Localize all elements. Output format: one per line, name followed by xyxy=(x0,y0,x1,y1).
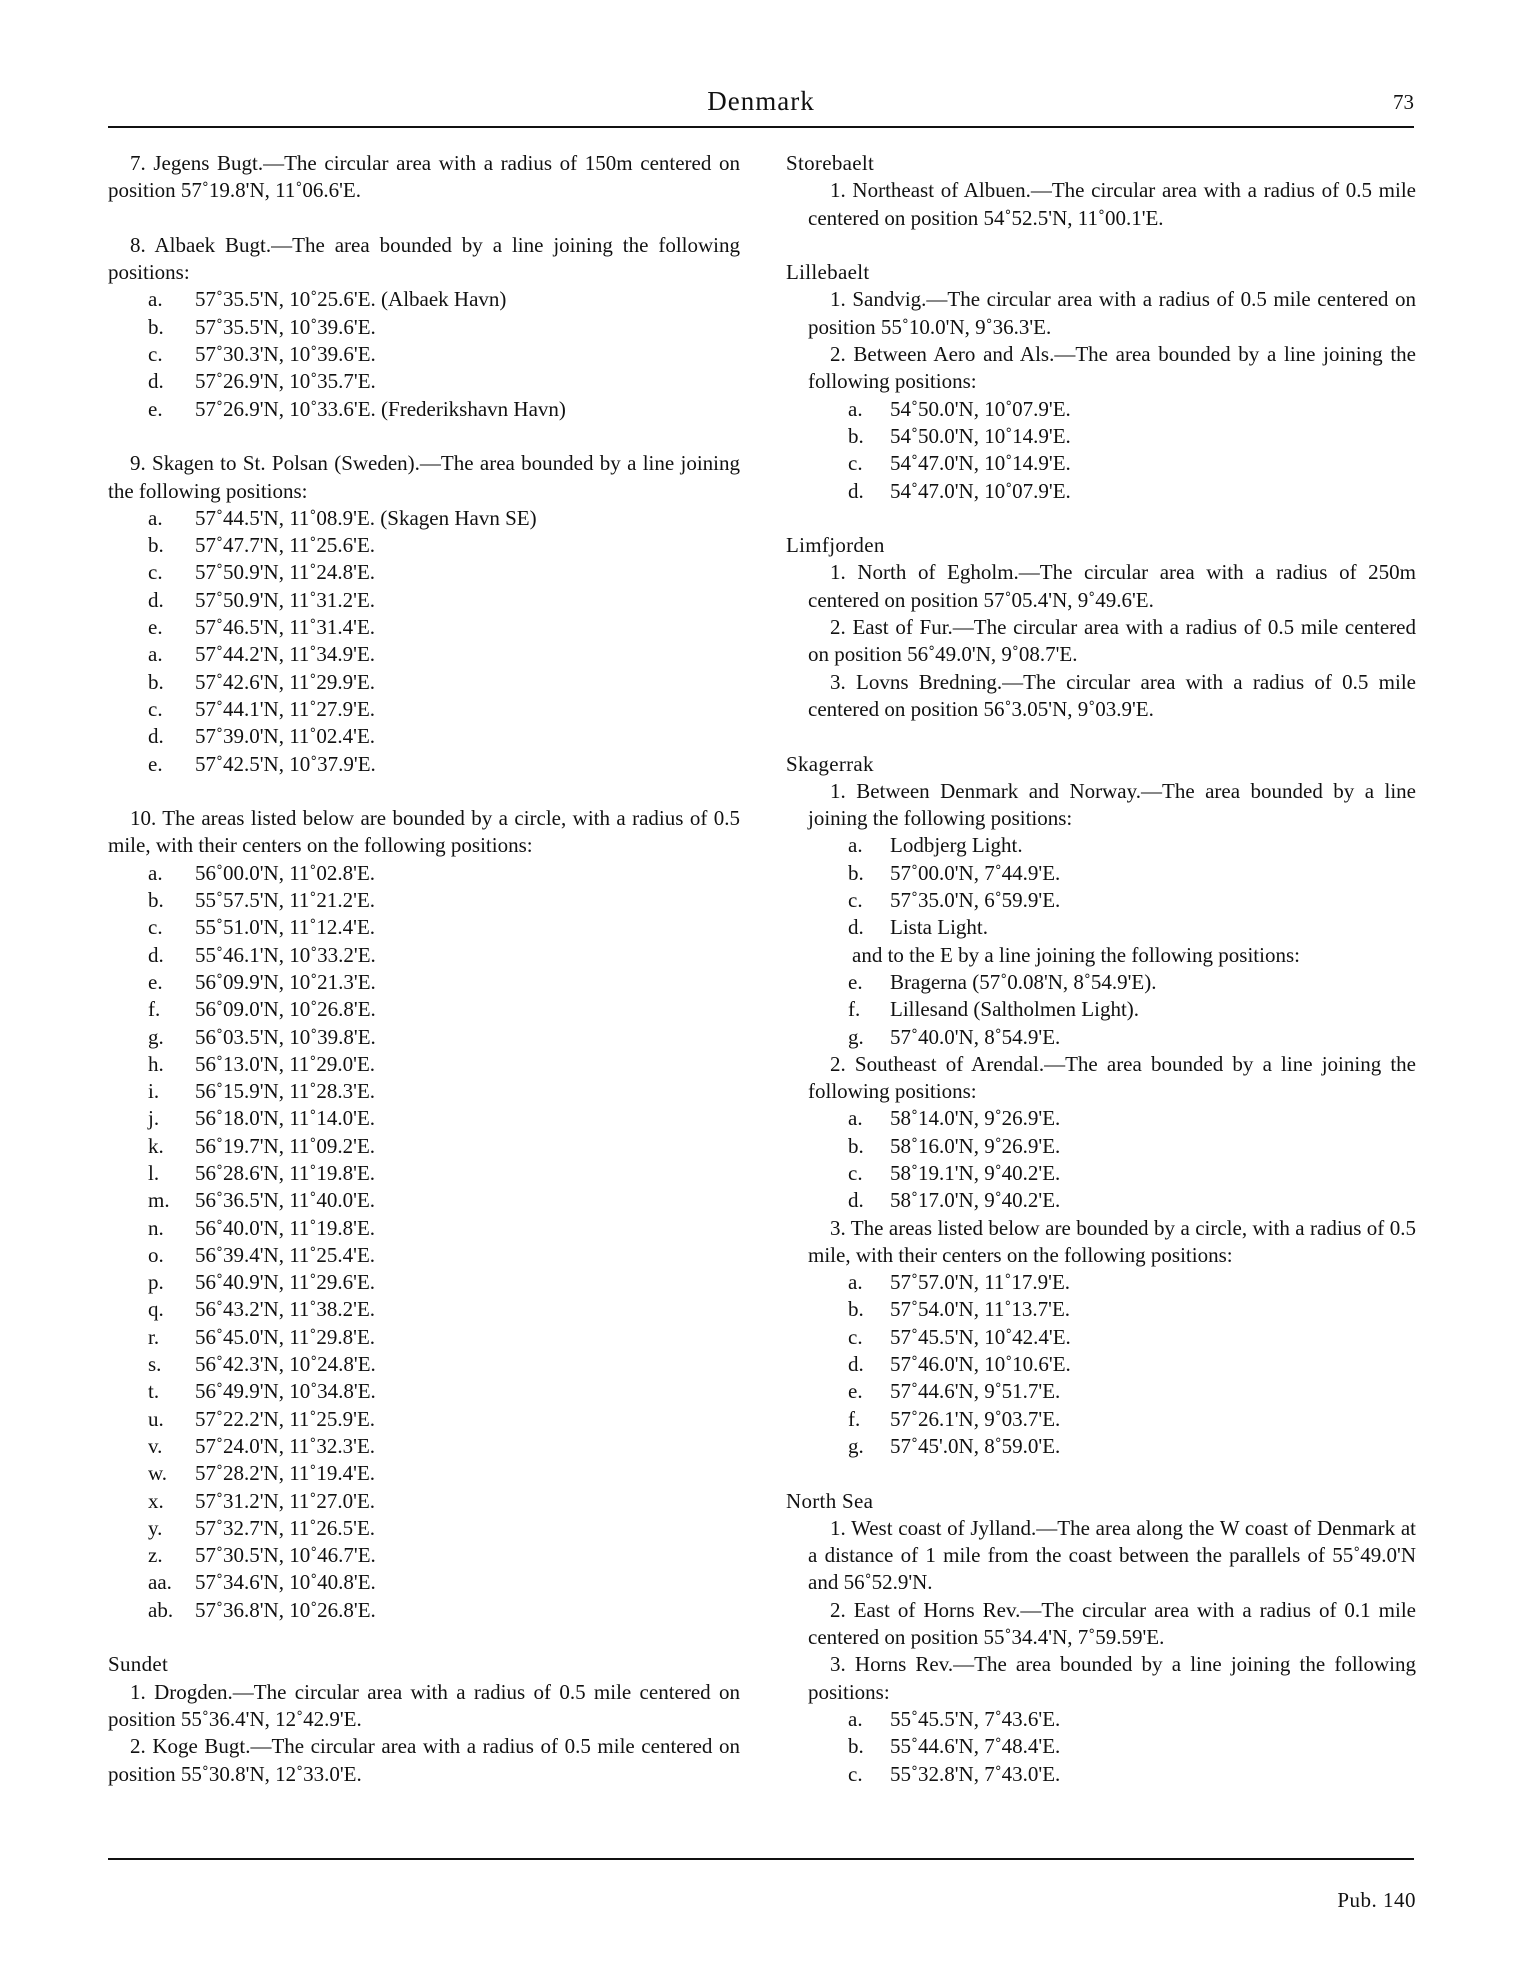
list-item-label: aa. xyxy=(148,1570,172,1595)
list-item xyxy=(108,1105,740,1132)
list-item xyxy=(108,1324,740,1351)
list-item xyxy=(108,286,740,313)
list-item-label: a. xyxy=(148,505,163,530)
list-item xyxy=(786,478,1416,505)
list-item-value: 56˚40.0'N, 11˚19.8'E. xyxy=(195,1215,376,1240)
list-item-label: f. xyxy=(148,997,161,1022)
list-item xyxy=(786,996,1416,1023)
list-item xyxy=(108,341,740,368)
list-item-value: 55˚32.8'N, 7˚43.0'E. xyxy=(890,1761,1061,1786)
list-item-value: 56˚19.7'N, 11˚09.2'E. xyxy=(195,1133,376,1158)
list-item xyxy=(786,969,1416,996)
paragraph-item-8: 8. Albaek Bugt.—The area bounded by a line joining the following positions: xyxy=(108,232,740,285)
note-skagerrak-east: and to the E by a line joining the following positions: xyxy=(852,942,1300,967)
list-item-value: 57˚36.8'N, 10˚26.8'E. xyxy=(195,1597,376,1622)
list-item xyxy=(108,505,740,532)
right-column xyxy=(786,150,1416,1788)
list-item-value: 57˚50.9'N, 11˚31.2'E. xyxy=(195,587,376,612)
list-item-value: 57˚50.9'N, 11˚24.8'E. xyxy=(195,560,376,585)
list-item-value: 57˚24.0'N, 11˚32.3'E. xyxy=(195,1433,376,1458)
list-item-value: 57˚35.0'N, 6˚59.9'E. xyxy=(890,888,1061,913)
list-item xyxy=(108,1488,740,1515)
list-item-value: 54˚50.0'N, 10˚14.9'E. xyxy=(890,423,1071,448)
list-item-label: g. xyxy=(148,1024,164,1049)
list-item xyxy=(786,1160,1416,1187)
list-item-label: e. xyxy=(148,969,163,994)
list-item-value: 57˚44.2'N, 11˚34.9'E. xyxy=(195,642,376,667)
list-item-value: 55˚44.6'N, 7˚48.4'E. xyxy=(890,1734,1061,1759)
paragraph-sundet-2: 2. Koge Bugt.—The circular area with a radius of 0.5 mile centered on position 55˚30.8'N, 12˚33.0'E. xyxy=(108,1734,740,1786)
list-item-value: Bragerna (57˚0.08'N, 8˚54.9'E). xyxy=(890,969,1157,994)
list-item xyxy=(108,1351,740,1378)
list-item-value: 57˚45.5'N, 10˚42.4'E. xyxy=(890,1324,1071,1349)
list-item-value: 57˚39.0'N, 11˚02.4'E. xyxy=(195,724,376,749)
section-heading-north-sea: North Sea xyxy=(786,1488,874,1513)
list-item-value: 57˚26.9'N, 10˚35.7'E. xyxy=(195,369,376,394)
list-item-label: c. xyxy=(848,1761,863,1786)
list-item xyxy=(108,587,740,614)
list-item xyxy=(786,1296,1416,1323)
section-heading-lillebaelt: Lillebaelt xyxy=(786,260,870,285)
paragraph-north-sea-2: 2. East of Horns Rev.—The circular area with a radius of 0.1 mile centered on position 55˚34.4'N, 7˚59.59'E. xyxy=(808,1597,1416,1650)
list-item xyxy=(108,559,740,586)
paragraph-limfjorden-1: 1. North of Egholm.—The circular area with a radius of 250m centered on position 57˚05.4'N, 9˚49.6'E. xyxy=(808,560,1416,612)
list-item xyxy=(108,1406,740,1433)
paragraph-item-10: 10. The areas listed below are bounded by a circle, with a radius of 0.5 mile, with their centers on the following positions: xyxy=(108,806,740,858)
list-item-value: 55˚46.1'N, 10˚33.2'E. xyxy=(195,942,376,967)
list-item xyxy=(108,1597,740,1624)
paragraph-item-9: 9. Skagen to St. Polsan (Sweden).—The area bounded by a line joining the following positions: xyxy=(108,451,740,503)
page-number: 73 xyxy=(1393,90,1414,114)
list-item-value: 56˚45.0'N, 11˚29.8'E. xyxy=(195,1324,376,1349)
list-item-value: 56˚36.5'N, 11˚40.0'E. xyxy=(195,1188,376,1213)
list-item-value: 55˚57.5'N, 11˚21.2'E. xyxy=(195,888,376,913)
list-item-value: 54˚50.0'N, 10˚07.9'E. xyxy=(890,396,1071,421)
list-item-value: 56˚00.0'N, 11˚02.8'E. xyxy=(195,860,376,885)
list-item xyxy=(108,314,740,341)
list-item-label: r. xyxy=(148,1324,160,1349)
list-item-label: b. xyxy=(148,314,164,339)
list-item-label: l. xyxy=(148,1160,160,1185)
list-item-label: a. xyxy=(848,396,863,421)
list-item xyxy=(786,1761,1416,1788)
list-item xyxy=(108,1433,740,1460)
list-item-value: 58˚17.0'N, 9˚40.2'E. xyxy=(890,1188,1061,1213)
list-item xyxy=(786,1024,1416,1051)
list-item-label: i. xyxy=(148,1079,160,1104)
list-item xyxy=(786,450,1416,477)
list-item-label: k. xyxy=(148,1133,164,1158)
list-item-label: c. xyxy=(848,451,863,476)
paragraph-north-sea-1: 1. West coast of Jylland.—The area along the W coast of Denmark at a distance of 1 mile from the coast between the parallels of 55˚49.0'N and 56˚52.9'N. xyxy=(808,1515,1416,1595)
list-item-value: 57˚35.5'N, 10˚25.6'E. (Albaek Havn) xyxy=(195,287,507,312)
position-list-item-10 xyxy=(108,860,740,1624)
list-item-label: x. xyxy=(148,1488,164,1513)
list-item-label: d. xyxy=(848,915,864,940)
list-item xyxy=(108,751,740,778)
paragraph-skagerrak-1: 1. Between Denmark and Norway.—The area bounded by a line joining the following positions: xyxy=(808,778,1416,831)
list-item-value: 57˚26.1'N, 9˚03.7'E. xyxy=(890,1406,1061,1431)
list-item xyxy=(108,1542,740,1569)
position-list-item-8 xyxy=(108,286,740,422)
list-item-value: 57˚42.6'N, 11˚29.9'E. xyxy=(195,669,376,694)
list-item xyxy=(786,1733,1416,1760)
paragraph-limfjorden-3: 3. Lovns Bredning.—The circular area with a radius of 0.5 mile centered on position 56˚3.05'N, 9˚03.9'E. xyxy=(808,669,1416,721)
list-item-label: t. xyxy=(148,1379,160,1404)
list-item-label: b. xyxy=(148,888,164,913)
list-item xyxy=(786,1378,1416,1405)
list-item-label: d. xyxy=(848,1188,864,1213)
list-item-label: d. xyxy=(148,587,164,612)
list-item-value: 57˚30.5'N, 10˚46.7'E. xyxy=(195,1543,376,1568)
list-item-value: 56˚39.4'N, 11˚25.4'E. xyxy=(195,1242,376,1267)
list-item xyxy=(108,1242,740,1269)
list-item-value: 57˚34.6'N, 10˚40.8'E. xyxy=(195,1570,376,1595)
list-item xyxy=(108,1051,740,1078)
section-heading-skagerrak: Skagerrak xyxy=(786,751,874,776)
list-item-label: ab. xyxy=(148,1597,174,1622)
list-item-label: f. xyxy=(848,997,861,1022)
list-item xyxy=(108,1078,740,1105)
list-item-label: m. xyxy=(148,1188,170,1213)
list-item-label: n. xyxy=(148,1215,164,1240)
list-item xyxy=(108,1160,740,1187)
paragraph-item-7: 7. Jegens Bugt.—The circular area with a radius of 150m centered on position 57˚19.8'N, 11˚06.6'E. xyxy=(108,151,740,203)
position-list-skagerrak-1 xyxy=(786,832,1416,941)
list-item xyxy=(108,1187,740,1214)
list-item-label: e. xyxy=(848,969,863,994)
list-item-value: Lista Light. xyxy=(890,915,988,940)
left-column xyxy=(108,150,740,1788)
list-item-label: y. xyxy=(148,1515,163,1540)
position-list-skagerrak-1b xyxy=(786,969,1416,1051)
paragraph-skagerrak-2: 2. Southeast of Arendal.—The area bounded by a line joining the following positions: xyxy=(808,1051,1416,1104)
list-item-value: 57˚44.1'N, 11˚27.9'E. xyxy=(195,696,376,721)
list-item-label: d. xyxy=(848,478,864,503)
paragraph-north-sea-3: 3. Horns Rev.—The area bounded by a line joining the following positions: xyxy=(808,1652,1416,1704)
list-item xyxy=(786,1706,1416,1733)
list-item-label: a. xyxy=(148,642,163,667)
list-item xyxy=(108,1296,740,1323)
list-item-label: a. xyxy=(148,287,163,312)
list-item xyxy=(108,887,740,914)
list-item xyxy=(108,368,740,395)
list-item-value: 57˚26.9'N, 10˚33.6'E. (Frederikshavn Havn) xyxy=(195,396,566,421)
list-item-label: a. xyxy=(848,1270,863,1295)
paragraph-lillebaelt-2: 2. Between Aero and Als.—The area bounded by a line joining the following positions: xyxy=(808,342,1416,394)
list-item-value: 58˚19.1'N, 9˚40.2'E. xyxy=(890,1160,1061,1185)
list-item-value: 56˚18.0'N, 11˚14.0'E. xyxy=(195,1106,376,1131)
page-header xyxy=(108,86,1414,128)
list-item xyxy=(108,1133,740,1160)
position-list-item-9 xyxy=(108,505,740,778)
list-item-value: 57˚42.5'N, 10˚37.9'E. xyxy=(195,751,376,776)
list-item xyxy=(108,1215,740,1242)
paragraph-storebaelt-1: 1. Northeast of Albuen.—The circular area with a radius of 0.5 mile centered on position 54˚52.5'N, 11˚00.1'E. xyxy=(808,178,1416,230)
list-item-label: b. xyxy=(848,1133,864,1158)
list-item xyxy=(108,641,740,668)
list-item-value: 57˚46.5'N, 11˚31.4'E. xyxy=(195,615,376,640)
list-item-value: Lodbjerg Light. xyxy=(890,833,1023,858)
list-item-value: 57˚47.7'N, 11˚25.6'E. xyxy=(195,533,376,558)
list-item-label: d. xyxy=(148,369,164,394)
list-item xyxy=(786,1187,1416,1214)
position-list-skagerrak-3 xyxy=(786,1269,1416,1460)
position-list-north-sea xyxy=(786,1706,1416,1788)
list-item-label: b. xyxy=(848,1734,864,1759)
list-item-label: b. xyxy=(848,1297,864,1322)
list-item xyxy=(108,1515,740,1542)
list-item-value: 57˚54.0'N, 11˚13.7'E. xyxy=(890,1297,1071,1322)
list-item-value: 57˚00.0'N, 7˚44.9'E. xyxy=(890,860,1061,885)
page-title: Denmark xyxy=(707,86,815,116)
publication-number: Pub. 140 xyxy=(1337,1888,1416,1912)
list-item-value: 55˚51.0'N, 11˚12.4'E. xyxy=(195,915,376,940)
list-item-label: e. xyxy=(148,615,163,640)
section-heading-storebaelt: Storebaelt xyxy=(786,151,875,175)
list-item-value: 57˚30.3'N, 10˚39.6'E. xyxy=(195,342,376,367)
list-item-label: c. xyxy=(848,888,863,913)
list-item-value: 58˚14.0'N, 9˚26.9'E. xyxy=(890,1106,1061,1131)
list-item-label: b. xyxy=(148,669,164,694)
list-item-label: a. xyxy=(848,1106,863,1131)
list-item-value: 56˚03.5'N, 10˚39.8'E. xyxy=(195,1024,376,1049)
list-item-label: w. xyxy=(148,1461,168,1486)
list-item xyxy=(108,696,740,723)
list-item-label: h. xyxy=(148,1051,164,1076)
list-item-label: c. xyxy=(148,560,163,585)
list-item-label: f. xyxy=(848,1406,861,1431)
list-item-value: 57˚44.5'N, 11˚08.9'E. (Skagen Havn SE) xyxy=(195,505,537,530)
list-item xyxy=(108,969,740,996)
list-item xyxy=(108,396,740,423)
list-item-label: a. xyxy=(848,833,863,858)
list-item xyxy=(108,1378,740,1405)
list-item-label: e. xyxy=(148,396,163,421)
list-item-value: 57˚28.2'N, 11˚19.4'E. xyxy=(195,1461,376,1486)
list-item xyxy=(108,614,740,641)
list-item-value: 57˚40.0'N, 8˚54.9'E. xyxy=(890,1024,1061,1049)
list-item-value: 55˚45.5'N, 7˚43.6'E. xyxy=(890,1706,1061,1731)
list-item xyxy=(108,860,740,887)
footer-rule xyxy=(108,1858,1414,1860)
list-item-value: 57˚46.0'N, 10˚10.6'E. xyxy=(890,1352,1071,1377)
list-item xyxy=(108,1024,740,1051)
list-item xyxy=(786,914,1416,941)
list-item xyxy=(786,832,1416,859)
list-item xyxy=(108,532,740,559)
list-item-value: Lillesand (Saltholmen Light). xyxy=(890,997,1140,1022)
list-item-label: b. xyxy=(848,423,864,448)
paragraph-skagerrak-3: 3. The areas listed below are bounded by a circle, with a radius of 0.5 mile, with their centers on the following positions: xyxy=(808,1215,1416,1267)
list-item-label: e. xyxy=(848,1379,863,1404)
list-item xyxy=(786,1105,1416,1132)
list-item xyxy=(108,914,740,941)
list-item-label: j. xyxy=(148,1106,160,1131)
list-item-value: 56˚49.9'N, 10˚34.8'E. xyxy=(195,1379,376,1404)
list-item-label: d. xyxy=(848,1352,864,1377)
list-item-value: 56˚28.6'N, 11˚19.8'E. xyxy=(195,1160,376,1185)
list-item xyxy=(786,423,1416,450)
list-item-label: o. xyxy=(148,1242,164,1267)
list-item-value: 56˚13.0'N, 11˚29.0'E. xyxy=(195,1051,376,1076)
list-item-value: 56˚15.9'N, 11˚28.3'E. xyxy=(195,1079,376,1104)
list-item xyxy=(108,996,740,1023)
list-item-value: 57˚35.5'N, 10˚39.6'E. xyxy=(195,314,376,339)
list-item-value: 57˚57.0'N, 11˚17.9'E. xyxy=(890,1270,1071,1295)
list-item xyxy=(786,887,1416,914)
list-item xyxy=(786,396,1416,423)
list-item-label: g. xyxy=(848,1433,864,1458)
list-item xyxy=(786,860,1416,887)
list-item xyxy=(108,1460,740,1487)
position-list-skagerrak-2 xyxy=(786,1105,1416,1214)
list-item-label: d. xyxy=(148,724,164,749)
list-item xyxy=(786,1269,1416,1296)
list-item-label: c. xyxy=(848,1160,863,1185)
list-item-value: 57˚31.2'N, 11˚27.0'E. xyxy=(195,1488,376,1513)
list-item xyxy=(108,669,740,696)
list-item-label: a. xyxy=(848,1706,863,1731)
list-item-label: b. xyxy=(848,860,864,885)
paragraph-sundet-1: 1. Drogden.—The circular area with a radius of 0.5 mile centered on position 55˚36.4'N, 12˚42.9'E. xyxy=(108,1679,740,1731)
position-list-lillebaelt xyxy=(786,396,1416,505)
list-item-label: z. xyxy=(148,1543,163,1568)
list-item xyxy=(786,1351,1416,1378)
list-item xyxy=(108,1269,740,1296)
list-item-label: c. xyxy=(148,342,163,367)
list-item-value: 57˚22.2'N, 11˚25.9'E. xyxy=(195,1406,376,1431)
list-item xyxy=(786,1406,1416,1433)
list-item-label: g. xyxy=(848,1024,864,1049)
list-item-label: s. xyxy=(148,1352,162,1377)
list-item xyxy=(786,1133,1416,1160)
list-item-label: c. xyxy=(148,915,163,940)
list-item-label: d. xyxy=(148,942,164,967)
list-item-value: 57˚32.7'N, 11˚26.5'E. xyxy=(195,1515,376,1540)
section-heading-limfjorden: Limfjorden xyxy=(786,533,885,558)
list-item-label: c. xyxy=(848,1324,863,1349)
list-item-value: 54˚47.0'N, 10˚14.9'E. xyxy=(890,451,1071,476)
list-item xyxy=(108,942,740,969)
section-heading-sundet: Sundet xyxy=(108,1652,169,1677)
list-item-label: b. xyxy=(148,533,164,558)
paragraph-lillebaelt-1: 1. Sandvig.—The circular area with a radius of 0.5 mile centered on position 55˚10.0'N, 9˚36.3'E. xyxy=(808,287,1416,339)
list-item-label: u. xyxy=(148,1406,164,1431)
list-item xyxy=(108,723,740,750)
list-item-value: 57˚44.6'N, 9˚51.7'E. xyxy=(890,1379,1061,1404)
list-item-label: v. xyxy=(148,1433,163,1458)
list-item-value: 58˚16.0'N, 9˚26.9'E. xyxy=(890,1133,1061,1158)
list-item-value: 56˚40.9'N, 11˚29.6'E. xyxy=(195,1270,376,1295)
list-item-label: a. xyxy=(148,860,163,885)
list-item-label: p. xyxy=(148,1270,164,1295)
list-item-value: 56˚09.9'N, 10˚21.3'E. xyxy=(195,969,376,994)
list-item-value: 57˚45'.0N, 8˚59.0'E. xyxy=(890,1433,1061,1458)
list-item-label: e. xyxy=(148,751,163,776)
list-item-value: 54˚47.0'N, 10˚07.9'E. xyxy=(890,478,1071,503)
list-item xyxy=(108,1569,740,1596)
list-item-value: 56˚09.0'N, 10˚26.8'E. xyxy=(195,997,376,1022)
list-item-label: c. xyxy=(148,696,163,721)
paragraph-limfjorden-2: 2. East of Fur.—The circular area with a radius of 0.5 mile centered on position 56˚49.0'N, 9˚08.7'E. xyxy=(808,615,1416,667)
list-item-label: q. xyxy=(148,1297,164,1322)
list-item xyxy=(786,1433,1416,1460)
list-item xyxy=(786,1324,1416,1351)
list-item-value: 56˚42.3'N, 10˚24.8'E. xyxy=(195,1352,376,1377)
list-item-value: 56˚43.2'N, 11˚38.2'E. xyxy=(195,1297,376,1322)
